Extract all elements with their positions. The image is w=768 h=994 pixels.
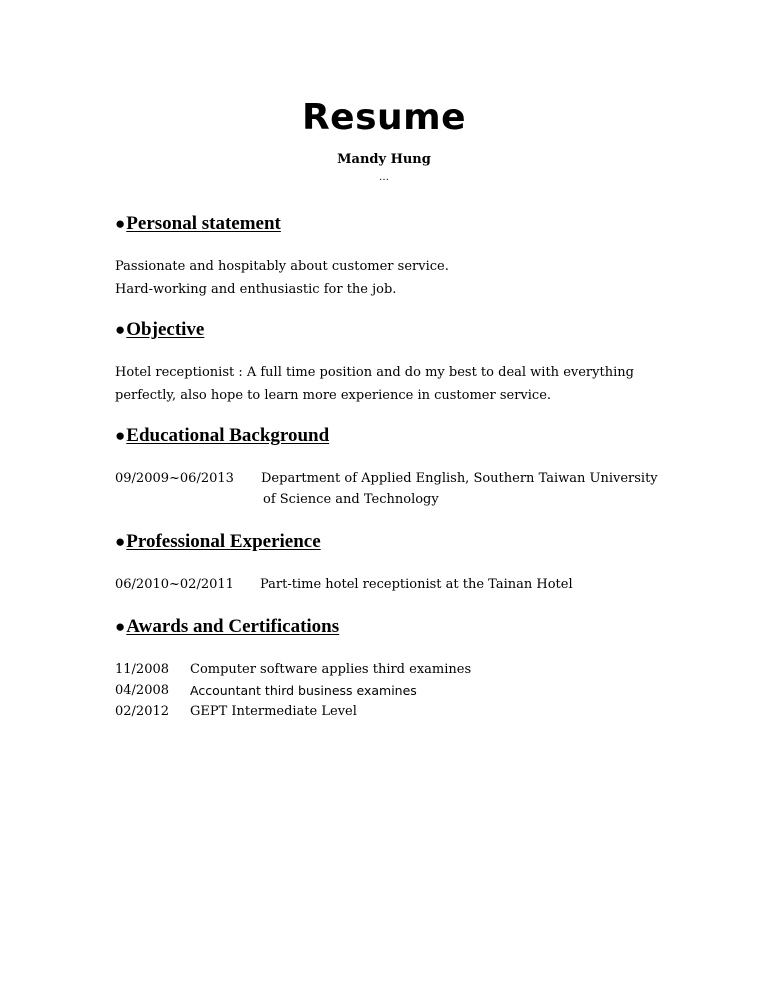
heading-text: Educational Background xyxy=(126,425,330,446)
award-description: GEPT Intermediate Level xyxy=(190,704,357,719)
award-item xyxy=(115,659,472,680)
heading-text: Objective xyxy=(126,319,205,340)
bullet-icon: ● xyxy=(115,320,126,339)
award-description: Computer software applies third examines xyxy=(190,662,472,677)
objective-body xyxy=(115,361,634,407)
education-description: Department of Applied English, Southern Taiwan University xyxy=(261,471,658,486)
heading-text: Personal statement xyxy=(126,213,281,234)
education-description-continued: of Science and Technology xyxy=(263,492,439,507)
bullet-icon: ● xyxy=(115,214,126,233)
education-entry xyxy=(115,468,658,490)
section-heading-objective xyxy=(115,318,204,342)
experience-description: Part-time hotel receptionist at the Tainan Hotel xyxy=(260,577,573,592)
experience-date: 06/2010~02/2011 xyxy=(115,577,234,592)
award-date: 11/2008 xyxy=(115,662,170,677)
bullet-icon: ● xyxy=(115,617,126,636)
heading-text: Awards and Certifications xyxy=(126,616,340,637)
page-title: Resume xyxy=(301,97,467,138)
bullet-icon: ● xyxy=(115,426,126,445)
applicant-name: Mandy Hung xyxy=(337,152,431,167)
section-heading-awards-and-certifications xyxy=(115,615,339,639)
award-description: Accountant third business examines xyxy=(190,683,417,698)
section-heading-educational-background xyxy=(115,424,329,448)
bullet-icon: ● xyxy=(115,532,126,551)
contact-ellipsis: … xyxy=(379,172,389,183)
text-line: Hard-working and enthusiastic for the job. xyxy=(115,282,397,297)
heading-text: Professional Experience xyxy=(126,531,321,552)
text-line: Passionate and hospitably about customer service. xyxy=(115,259,449,274)
personal-statement-body xyxy=(115,255,449,301)
award-date: 02/2012 xyxy=(115,704,170,719)
award-item xyxy=(115,680,417,701)
section-heading-professional-experience xyxy=(115,530,321,554)
education-date: 09/2009~06/2013 xyxy=(115,471,234,486)
award-item xyxy=(115,701,357,722)
text-line: Hotel receptionist : A full time position and do my best to deal with everything xyxy=(115,365,634,380)
award-date: 04/2008 xyxy=(115,683,170,698)
experience-entry xyxy=(115,574,573,596)
text-line: perfectly, also hope to learn more experience in customer service. xyxy=(115,388,552,403)
section-heading-personal-statement xyxy=(115,212,281,236)
